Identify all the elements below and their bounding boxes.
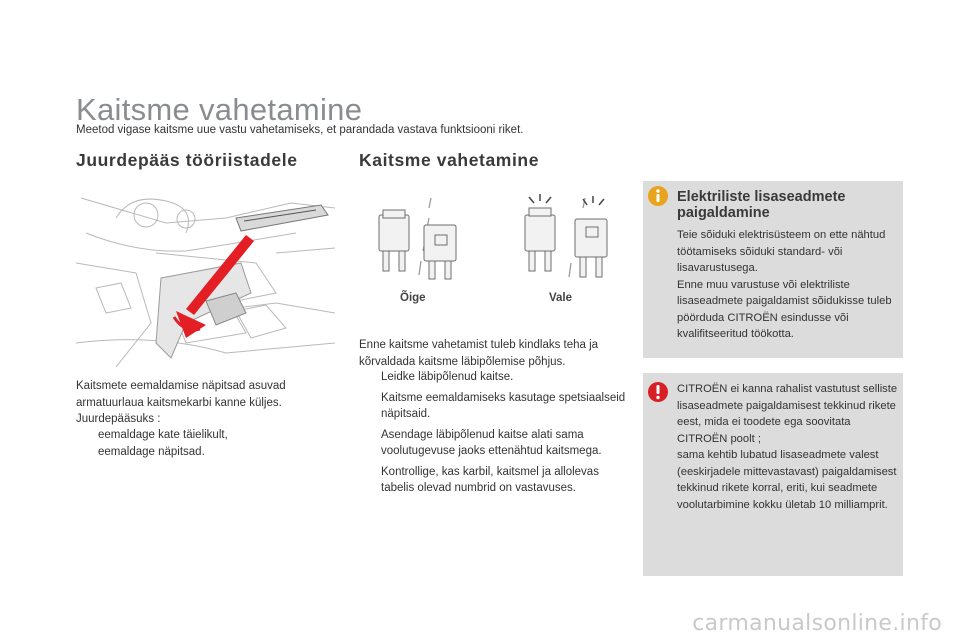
page-subtitle: Meetod vigase kaitsme uue vastu vahetamiseks, et parandada vastava funktsiooni riket.: [76, 124, 524, 136]
access-label: Juurdepääsuks :: [76, 413, 161, 425]
access-paragraph: Kaitsmete eemaldamise näpitsad asuvad armatuurlaua kaitsmekarbi kanne küljes.: [76, 380, 286, 409]
info-box-text: Teie sõiduki elektrisüsteem on ette nähtud töötamiseks sõiduki standard- või lisavarustusega. Enne muu varustuse või elektriliste lisaseadmete paigaldamist sõidukisse tuleb pöörduda CITROËN esindusse või kvalifitseeritud töökotta.: [677, 229, 892, 340]
warning-box: [643, 373, 903, 576]
list-item: Kontrollige, kas karbil, kaitsmel ja allolevas tabelis olevad numbrid on vastavuses.: [359, 464, 627, 497]
list-item: eemaldage kate täielikult,: [76, 427, 316, 444]
bullet-icon: [76, 427, 98, 444]
list-item: eemaldage näpitsad.: [76, 444, 316, 461]
fuse-tweezers-location-illustration: [76, 193, 335, 367]
bullet-icon: [359, 390, 381, 423]
info-icon: [647, 185, 669, 207]
dashboard-illustration: [76, 193, 335, 367]
watermark-text: carmanualsonline.info: [692, 611, 942, 636]
fuse-label-wrong: Vale: [549, 292, 573, 304]
replace-intro: Enne kaitsme vahetamist tuleb kindlaks teha ja kõrvaldada kaitsme läbipõlemise põhjus.: [359, 339, 599, 368]
info-box-heading: Elektriliste lisaseadmete paigaldamine: [677, 189, 846, 221]
warning-box-text: CITROËN ei kanna rahalist vastutust selliste lisaseadmete paigaldamisest tekkinud rikete eest, mida ei toodete ega soovitata CITROËN poolt ; sama kehtib lubatud lisaseadmete valest (eeskirjadele mittevastavast) paigaldamisest tekkinud rikete korral, eriti, kui seadmete voolutarbimine kokku ületab 10 milliamprit.: [677, 383, 898, 511]
page-title: Kaitsme vahetamine: [76, 92, 363, 127]
info-box: [643, 181, 903, 358]
fuse-label-correct: Õige: [400, 292, 426, 304]
bullet-icon: [359, 427, 381, 460]
fuse-comparison-illustration: [359, 193, 624, 288]
access-heading: Juurdepääs tööriistadele: [76, 150, 298, 170]
bullet-icon: [359, 464, 381, 497]
replace-heading: Kaitsme vahetamine: [359, 150, 540, 170]
bullet-icon: [76, 444, 98, 461]
access-steps-list: [76, 427, 316, 460]
list-item: Leidke läbipõlenud kaitse.: [359, 369, 627, 386]
bullet-icon: [359, 369, 381, 386]
list-item: Asendage läbipõlenud kaitse alati sama voolutugevuse jaoks ettenähtud kaitsmega.: [359, 427, 627, 460]
list-item: Kaitsme eemaldamiseks kasutage spetsiaalseid näpitsaid.: [359, 390, 627, 423]
warning-icon: [647, 381, 669, 403]
replace-steps-list: [359, 369, 627, 497]
fuse-comparison-svg: [359, 193, 624, 288]
